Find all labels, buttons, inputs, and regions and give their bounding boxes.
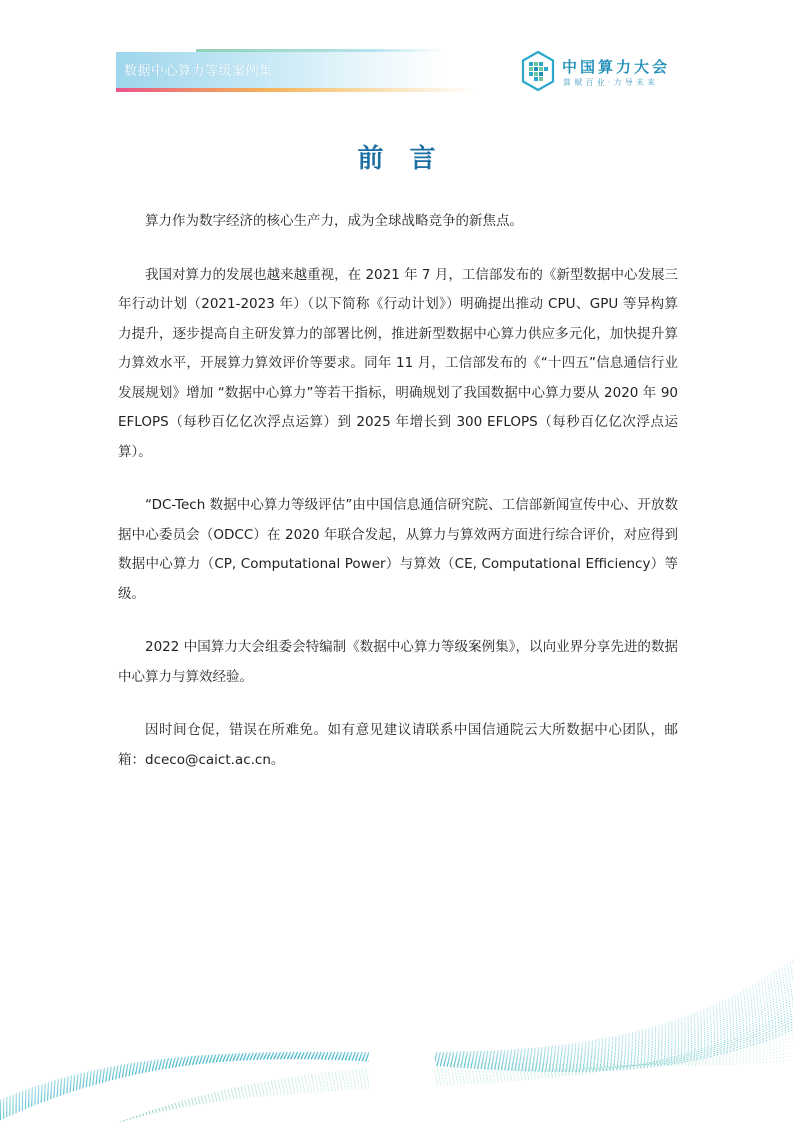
paragraph-casebook: 2022 中国算力大会组委会特编制《数据中心算力等级案例集》，以向业界分享先进的数据中心算力与算效经验。 bbox=[118, 639, 678, 685]
paragraph-evaluation: “DC-Tech 数据中心算力等级评估”由中国信息通信研究院、工信部新闻宣传中心、开放数据中心委员会（ODCC）在 2020 年联合发起，从算力与算效两方面进行综合评价，对应得到数据中心算力（CP, Computational Power）与算效（CE, Computational Efficiency）等级。 bbox=[118, 497, 678, 602]
logo-slogan: 算赋百业·力导未来 bbox=[563, 78, 659, 87]
paragraph-contact: 因时间仓促，错误在所难免。如有意见建议请联系中国信通院云大所数据中心团队，邮箱：dceco@caict.ac.cn。 bbox=[118, 722, 678, 768]
wave-line bbox=[120, 1010, 793, 1122]
wave-line bbox=[120, 1033, 793, 1122]
conference-logo bbox=[520, 50, 690, 94]
logo-emblem-icon bbox=[520, 50, 556, 94]
wave-line bbox=[120, 1060, 793, 1122]
logo-name: 中国算力大会 bbox=[562, 58, 671, 76]
paragraph-policy: 我国对算力的发展也越来越重视，在 2021 年 7 月，工信部发布的《新型数据中心发展三年行动计划（2021-2023 年）（以下简称《行动计划》）明确提出推动 CPU、GPU 等异构算力提升，逐步提高自主研发算力的部署比例，推进新型数据中心算力供应多元化，加快提升算力算效水平，开展算力算效评价等要求。同年 11 月，工信部发布的《“十四五”信息通信行业发展规划》增加 “数据中心算力”等若干指标，明确规划了我国数据中心算力要从 2020 年 90 EFLOPS（每秒百亿亿次浮点运算）到 2025 年增长到 300 EFLOPS（每秒百亿亿次浮点运算）。 bbox=[118, 266, 678, 460]
wave-line bbox=[120, 1014, 793, 1122]
paragraph-intro: 算力作为数字经济的核心生产力，成为全球战略竞争的新焦点。 bbox=[145, 213, 523, 229]
page-title: 前言 bbox=[357, 144, 462, 174]
wave-line bbox=[120, 1018, 793, 1122]
header-document-title: 数据中心算力等级案例集 bbox=[124, 64, 273, 79]
footer-white-block bbox=[369, 1040, 435, 1122]
wave-line bbox=[120, 1052, 793, 1122]
preface-body bbox=[118, 207, 678, 775]
header-accent-bottom-line bbox=[116, 88, 476, 92]
wave-line bbox=[120, 1056, 793, 1122]
